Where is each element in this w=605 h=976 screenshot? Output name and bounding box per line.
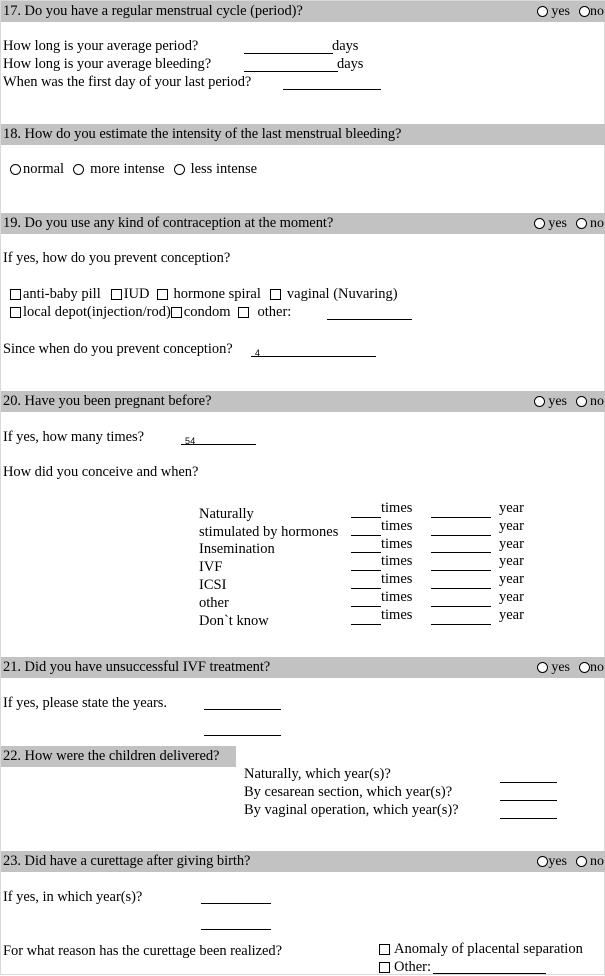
delivery-year-blank[interactable] (500, 768, 557, 783)
checkbox-other-label: other: (257, 304, 292, 320)
year-blank[interactable] (431, 575, 491, 589)
checkbox-other[interactable] (238, 304, 292, 321)
question-22-header (1, 746, 236, 767)
question-20-title: 20. Have you been pregnant before? (3, 393, 212, 409)
q23-reason-label: For what reason has the curettage been realized? (3, 943, 283, 959)
question-20-yesno (534, 391, 604, 412)
q19-since-label: Since when do you prevent conception? (3, 341, 233, 357)
times-unit: times (381, 553, 413, 570)
question-23-no-option[interactable] (576, 851, 604, 872)
times-blank[interactable] (351, 557, 381, 571)
times-unit: times (381, 535, 413, 552)
table-row (199, 500, 551, 522)
radio-icon[interactable] (73, 164, 84, 175)
year-blank[interactable] (431, 539, 491, 553)
question-17-yes-option[interactable] (537, 1, 570, 22)
question-21-yesno (537, 657, 604, 678)
checkbox-condom-label: condom (183, 304, 231, 320)
no-label: no (590, 660, 604, 675)
question-17-yesno (537, 1, 604, 22)
checkbox-hormone-spiral-label: hormone spiral (173, 286, 261, 302)
radio-icon[interactable] (537, 6, 548, 17)
q19-subprompt: If yes, how do you prevent conception? (3, 250, 231, 266)
no-label: no (590, 216, 604, 231)
radio-icon[interactable] (537, 662, 548, 673)
checkbox-icon[interactable] (379, 962, 390, 973)
q20-conceive-label: How did you conceive and when? (3, 464, 199, 480)
question-22-title: 22. How were the children delivered? (3, 748, 220, 764)
radio-icon[interactable] (576, 218, 587, 229)
question-19-no-option[interactable] (576, 213, 604, 234)
question-21-title: 21. Did you have unsuccessful IVF treatment? (3, 659, 271, 675)
year-unit: year (499, 571, 524, 588)
question-19-header (1, 213, 605, 234)
checkbox-icon[interactable] (10, 289, 21, 300)
option-less-intense-label: less intense (190, 161, 258, 177)
year-unit: year (499, 553, 524, 570)
checkbox-iud-label: IUD (123, 286, 150, 302)
times-blank[interactable] (351, 522, 381, 536)
q23-year-blank-1[interactable] (201, 903, 271, 904)
question-20-no-option[interactable] (576, 391, 604, 412)
conception-method-name: ICSI (199, 576, 227, 593)
delivery-method-label: By vaginal operation, which year(s)? (244, 802, 459, 818)
times-unit: times (381, 588, 413, 605)
option-normal-label: normal (23, 161, 65, 177)
yes-label: yes (551, 4, 570, 19)
delivery-year-blank[interactable] (500, 786, 557, 801)
yes-label: yes (548, 854, 567, 869)
checkbox-anomaly-label: Anomaly of placental separation (394, 941, 583, 957)
question-23-title: 23. Did have a curettage after giving birth? (3, 853, 251, 869)
q23-years-label: If yes, in which year(s)? (3, 889, 143, 905)
conception-method-table (199, 500, 551, 629)
no-label: no (590, 4, 604, 19)
question-23-yesno (537, 851, 604, 872)
checkbox-icon[interactable] (111, 289, 122, 300)
option-more-intense[interactable] (73, 161, 165, 178)
checkbox-vaginal-nuvaring-label: vaginal (Nuvaring) (286, 286, 398, 302)
q17-line1-unit: days (332, 38, 359, 54)
conception-year-cell[interactable] (431, 607, 551, 625)
q17-line2-unit: days (337, 56, 364, 72)
conception-method-name: Don`t know (199, 612, 269, 629)
question-21-no-option[interactable] (579, 657, 604, 678)
checkbox-anti-baby-pill-label: anti-baby pill (23, 286, 101, 302)
conception-times-cell[interactable] (351, 536, 431, 554)
checkbox-local-depot[interactable] (10, 304, 171, 321)
q20-times-blank[interactable] (181, 444, 256, 445)
year-unit: year (499, 535, 524, 552)
radio-icon[interactable] (10, 164, 21, 175)
year-blank[interactable] (431, 557, 491, 571)
checkbox-icon[interactable] (10, 307, 21, 318)
option-less-intense[interactable] (174, 161, 257, 178)
radio-icon[interactable] (534, 396, 545, 407)
question-21-yes-option[interactable] (537, 657, 570, 678)
checkbox-local-depot-label: local depot(injection/rod) (23, 304, 171, 320)
checkbox-iud[interactable] (111, 286, 150, 303)
times-unit: times (381, 500, 413, 516)
q19-method-row-1 (10, 286, 398, 303)
option-normal[interactable] (10, 161, 64, 178)
conception-year-cell[interactable] (431, 536, 551, 554)
yes-label: yes (548, 216, 567, 231)
question-17-header (1, 1, 605, 22)
q17-line2-label: How long is your average bleeding? (3, 56, 212, 72)
times-blank[interactable] (351, 593, 381, 607)
radio-icon[interactable] (534, 218, 545, 229)
year-unit: year (499, 606, 524, 623)
year-unit: year (499, 588, 524, 605)
checkbox-other-reason-label: Other: (394, 959, 432, 975)
delivery-method-label: By cesarean section, which year(s)? (244, 784, 453, 800)
conception-method-name: Insemination (199, 541, 275, 558)
checkbox-icon[interactable] (379, 944, 390, 955)
conception-year-cell[interactable] (431, 500, 551, 518)
q23-reason-options (379, 940, 583, 976)
table-row (244, 801, 557, 819)
conception-method-name: stimulated by hormones (199, 523, 339, 540)
yes-label: yes (548, 394, 567, 409)
q19-since-value: 4 (255, 348, 261, 358)
radio-icon[interactable] (537, 856, 548, 867)
q19-since-blank[interactable] (251, 356, 376, 357)
radio-icon[interactable] (579, 6, 590, 17)
times-blank[interactable] (351, 504, 381, 518)
year-blank[interactable] (431, 611, 491, 625)
q17-line1-label: How long is your average period? (3, 38, 199, 54)
year-blank[interactable] (431, 522, 491, 536)
question-20-header (1, 391, 605, 412)
radio-icon[interactable] (579, 662, 590, 673)
q21-years-label: If yes, please state the years. (3, 695, 167, 711)
checkbox-icon[interactable] (238, 307, 249, 318)
question-23-header (1, 851, 605, 872)
checkbox-hormone-spiral[interactable] (157, 286, 261, 303)
q23-year-blank-2[interactable] (201, 929, 271, 930)
q17-line3-blank[interactable] (283, 89, 381, 90)
times-unit: times (381, 571, 413, 588)
q17-line2-blank[interactable] (244, 71, 338, 72)
q20-times-value: 54 (185, 436, 196, 446)
question-21-header (1, 657, 605, 678)
checkbox-icon[interactable] (270, 289, 281, 300)
checkbox-icon[interactable] (157, 289, 168, 300)
times-unit: times (381, 606, 413, 623)
times-blank[interactable] (351, 611, 381, 625)
conception-method-name: Naturally (199, 505, 254, 522)
q17-line3-label: When was the first day of your last period? (3, 74, 252, 90)
other-reason-blank[interactable] (433, 960, 546, 974)
year-unit: year (499, 500, 524, 516)
year-blank[interactable] (431, 504, 491, 518)
checkbox-condom[interactable] (171, 304, 231, 321)
checkbox-anomaly-placental-separation[interactable] (379, 940, 583, 958)
conception-method-name: other (199, 594, 229, 611)
checkbox-anti-baby-pill[interactable] (10, 286, 101, 303)
question-19-title: 19. Do you use any kind of contraception at the moment? (3, 215, 334, 231)
conception-method-name: IVF (199, 559, 223, 576)
conception-times-cell[interactable] (351, 553, 431, 571)
q19-method-row-2 (10, 304, 291, 321)
question-17-title: 17. Do you have a regular menstrual cycle (period)? (3, 3, 303, 19)
question-18-header (1, 124, 605, 145)
q17-line1-blank[interactable] (244, 53, 333, 54)
conception-year-cell[interactable] (431, 589, 551, 607)
option-more-intense-label: more intense (90, 161, 165, 177)
q20-times-label: If yes, how many times? (3, 429, 144, 445)
year-blank[interactable] (431, 593, 491, 607)
no-label: no (590, 854, 604, 869)
radio-icon[interactable] (174, 164, 185, 175)
times-blank[interactable] (351, 575, 381, 589)
checkbox-icon[interactable] (171, 307, 182, 318)
conception-times-cell[interactable] (351, 589, 431, 607)
times-unit: times (381, 517, 413, 534)
no-label: no (590, 394, 604, 409)
conception-times-cell[interactable] (351, 607, 431, 625)
delivery-method-label: Naturally, which year(s)? (244, 766, 391, 782)
conception-times-cell[interactable] (351, 500, 431, 518)
checkbox-vaginal-nuvaring[interactable] (270, 286, 398, 303)
conception-times-cell[interactable] (351, 518, 431, 536)
year-unit: year (499, 517, 524, 534)
q21-year-blank-2[interactable] (204, 735, 281, 736)
conception-year-cell[interactable] (431, 571, 551, 589)
yes-label: yes (551, 660, 570, 675)
conception-times-cell[interactable] (351, 571, 431, 589)
question-19-yes-option[interactable] (534, 213, 567, 234)
q19-other-blank[interactable] (327, 319, 412, 320)
conception-year-cell[interactable] (431, 553, 551, 571)
question-18-title: 18. How do you estimate the intensity of the last menstrual bleeding? (3, 126, 402, 142)
radio-icon[interactable] (576, 856, 587, 867)
radio-icon[interactable] (576, 396, 587, 407)
times-blank[interactable] (351, 539, 381, 553)
conception-year-cell[interactable] (431, 518, 551, 536)
table-row (244, 765, 557, 783)
delivery-method-table (244, 765, 557, 819)
delivery-year-blank[interactable] (500, 804, 557, 819)
table-row (244, 783, 557, 801)
question-18-options (10, 161, 257, 178)
question-17-no-option[interactable] (579, 1, 604, 22)
question-19-yesno (534, 213, 604, 234)
question-20-yes-option[interactable] (534, 391, 567, 412)
checkbox-other-reason[interactable] (379, 958, 583, 976)
question-23-yes-option[interactable] (537, 851, 567, 872)
q21-year-blank-1[interactable] (204, 709, 281, 710)
